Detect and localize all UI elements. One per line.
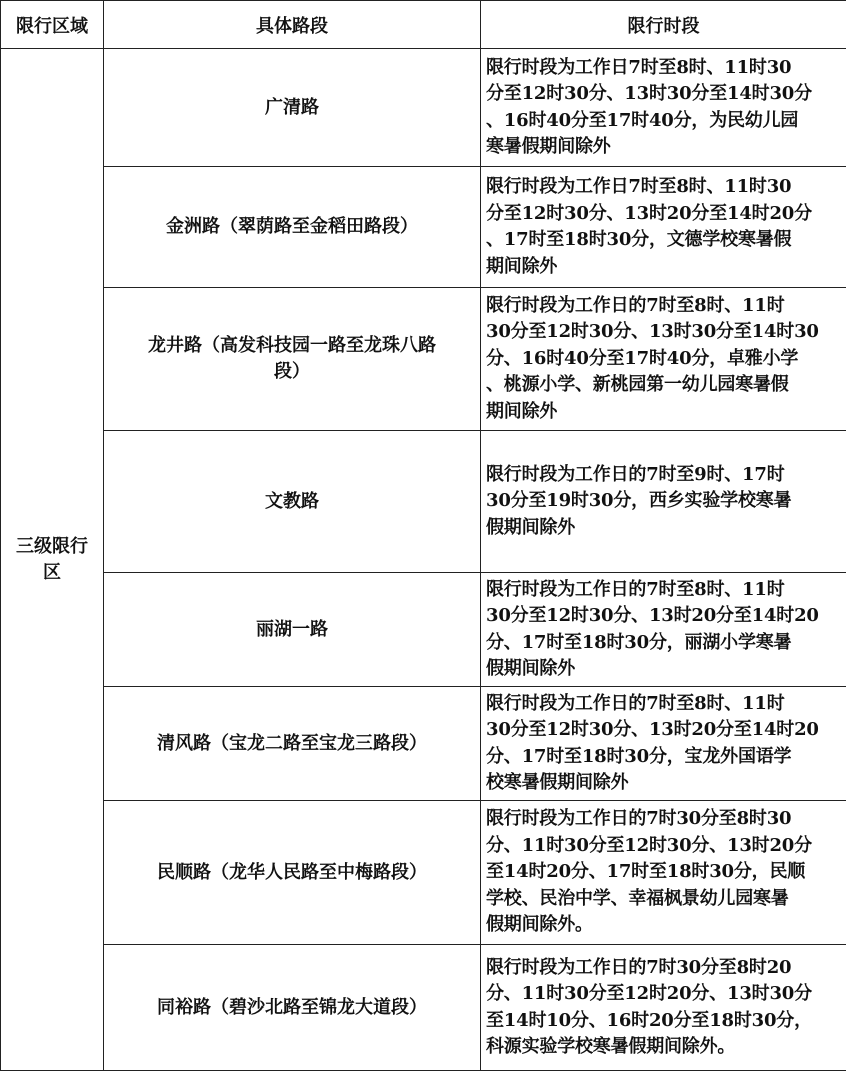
time-cell: 限行时段为工作日的7时30分至8时30 分、11时30分至12时30分、13时20分 至14时20分、17时至18时30分，民顺 学校、民治中学、幸福枫景幼儿园寒暑 假期间除外。 xyxy=(481,801,846,945)
road-cell: 龙井路（高发科技园一路至龙珠八路 段） xyxy=(104,288,481,431)
time-cell: 限行时段为工作日的7时至8时、11时 30分至12时30分、13时20分至14时20 分、17时至18时30分，宝龙外国语学 校寒暑假期间除外 xyxy=(481,687,846,801)
header-row xyxy=(1,1,846,49)
time-cell: 限行时段为工作日7时至8时、11时30 分至12时30分、13时20分至14时20分 、17时至18时30分，文德学校寒暑假 期间除外 xyxy=(481,167,846,288)
road-cell: 民顺路（龙华人民路至中梅路段） xyxy=(104,801,481,945)
time-cell: 限行时段为工作日的7时至8时、11时 30分至12时30分、13时30分至14时30 分、16时40分至17时40分，卓雅小学 、桃源小学、新桃园第一幼儿园寒暑假 期间除外 xyxy=(481,288,846,431)
table-row xyxy=(1,945,846,1071)
table-row xyxy=(1,687,846,801)
header-road: 具体路段 xyxy=(104,1,481,49)
table-row xyxy=(1,573,846,687)
road-cell: 丽湖一路 xyxy=(104,573,481,687)
table-row xyxy=(1,288,846,431)
table-row xyxy=(1,801,846,945)
table-row xyxy=(1,167,846,288)
road-cell: 清风路（宝龙二路至宝龙三路段） xyxy=(104,687,481,801)
time-cell: 限行时段为工作日的7时至9时、17时 30分至19时30分，西乡实验学校寒暑 假期间除外 xyxy=(481,431,846,573)
road-cell: 广清路 xyxy=(104,49,481,167)
time-cell: 限行时段为工作日7时至8时、11时30 分至12时30分、13时30分至14时30分 、16时40分至17时40分，为民幼儿园 寒暑假期间除外 xyxy=(481,49,846,167)
road-cell: 同裕路（碧沙北路至锦龙大道段） xyxy=(104,945,481,1071)
time-cell: 限行时段为工作日的7时至8时、11时 30分至12时30分、13时20分至14时20 分、17时至18时30分，丽湖小学寒暑 假期间除外 xyxy=(481,573,846,687)
table-row xyxy=(1,49,846,167)
header-time: 限行时段 xyxy=(481,1,846,49)
table-row xyxy=(1,431,846,573)
road-cell: 金洲路（翠荫路至金稻田路段） xyxy=(104,167,481,288)
road-cell: 文教路 xyxy=(104,431,481,573)
time-cell: 限行时段为工作日的7时30分至8时20 分、11时30分至12时20分、13时30分 至14时10分、16时20分至18时30分， 科源实验学校寒暑假期间除外。 xyxy=(481,945,846,1071)
header-zone: 限行区域 xyxy=(1,1,104,49)
zone-cell: 三级限行 区 xyxy=(1,49,104,1071)
